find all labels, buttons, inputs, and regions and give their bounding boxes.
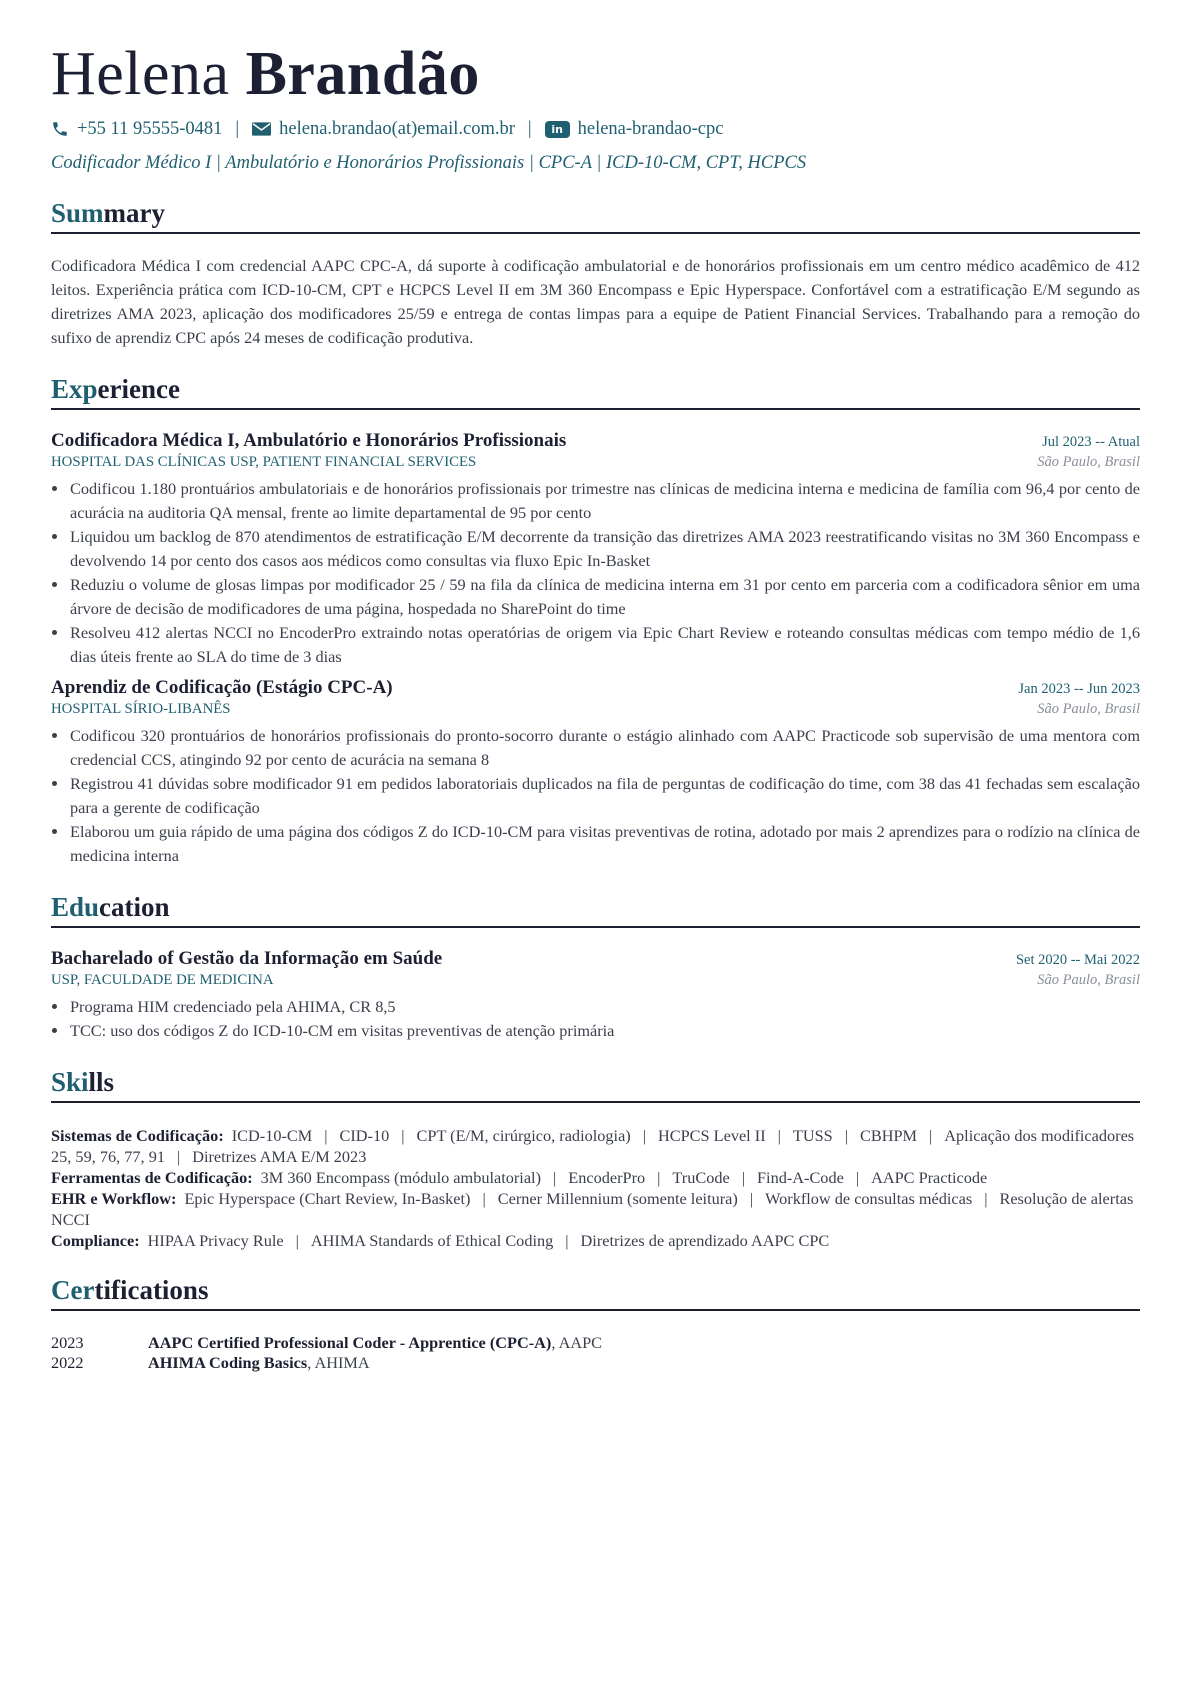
education-detail-item: • TCC: uso dos códigos Z do ICD-10-CM em visitas preventivas de atenção primária bbox=[69, 1019, 1140, 1043]
section-title-certifications bbox=[51, 1273, 1140, 1311]
skill-item: Aplicação dos modificadores 25, 59, 76, 77, 91 bbox=[51, 1126, 1135, 1166]
skill-item: Resolução de alertas NCCI bbox=[51, 1189, 1134, 1229]
tagline: Codificador Médico I | Ambulatório e Honorários Profissionais | CPC-A | ICD-10-CM, CPT, HCPCS bbox=[51, 153, 807, 173]
skill-separator: | bbox=[295, 1231, 299, 1250]
skill-separator: | bbox=[401, 1126, 405, 1145]
first-name: Helena bbox=[51, 40, 230, 108]
skill-separator: | bbox=[176, 1147, 181, 1166]
skill-item: Diretrizes AMA E/M 2023 bbox=[192, 1147, 367, 1166]
job-location: São Paulo, Brasil bbox=[1037, 454, 1140, 470]
skill-row bbox=[51, 1230, 1140, 1251]
education-section bbox=[51, 890, 1140, 1043]
skill-separator: | bbox=[642, 1126, 646, 1145]
certification-item bbox=[51, 1353, 1140, 1373]
section-title-accent: Ski bbox=[51, 1067, 89, 1097]
skill-item: CID-10 bbox=[339, 1126, 390, 1145]
summary-text: Codificadora Médica I com credencial AAPC CPC-A, dá suporte à codificação ambulatorial e de honorários profissionais em um centro médico acadêmico de 412 leitos. Experiência prática com ICD-10-CM, CPT e HCPCS Level II em 3M 360 Encompass e Epic Hyperspace. Confortável com a estratificação E/M segundo as diretrizes AMA 2023, aplicação dos modificadores 25/59 e entrega de contas limpas para a equipe de Patient Financial Services. Trabalhando para a remoção do sufixo de aprendiz CPC após 24 meses de codificação produtiva. bbox=[51, 256, 1140, 347]
employer: HOSPITAL SÍRIO-LIBANÊS bbox=[51, 701, 231, 717]
skill-separator: | bbox=[741, 1168, 745, 1187]
section-title-accent: Edu bbox=[51, 892, 100, 922]
skill-item: 3M 360 Encompass (módulo ambulatorial) bbox=[260, 1168, 542, 1187]
skill-category-label: Ferramentas de Codificação: bbox=[51, 1168, 253, 1187]
skill-item: EncoderPro bbox=[568, 1168, 646, 1187]
education-detail-item: • Programa HIM credenciado pela AHIMA, CR 8,5 bbox=[69, 995, 1140, 1019]
job-title: Codificadora Médica I, Ambulatório e Honorários Profissionais bbox=[51, 430, 567, 451]
skill-item: TUSS bbox=[792, 1126, 833, 1145]
skill-row bbox=[51, 1188, 1140, 1230]
summary-section bbox=[51, 196, 1140, 350]
certification-issuer: , AAPC bbox=[551, 1333, 603, 1352]
section-title-accent: Cer bbox=[51, 1275, 95, 1305]
job-location: São Paulo, Brasil bbox=[1037, 701, 1140, 717]
skill-item: Diretrizes de aprendizado AAPC CPC bbox=[580, 1231, 830, 1250]
section-title-experience bbox=[51, 372, 1140, 410]
section-title-rest: mary bbox=[103, 198, 166, 228]
certification-year: 2022 bbox=[51, 1353, 84, 1372]
section-title-rest: lls bbox=[88, 1067, 115, 1097]
skill-item: Find-A-Code bbox=[756, 1168, 844, 1187]
skill-item: AAPC Practicode bbox=[871, 1168, 988, 1187]
achievement-item: • Codificou 320 prontuários de honorários profissionais do pronto-socorro durante o estágio alinhado com AAPC Practicode sob supervisão de uma mentora com credencial CCS, atingindo 92 por cento de acurácia na semana 8 bbox=[69, 724, 1140, 772]
section-title-accent: Exp bbox=[51, 374, 98, 404]
skill-category-label: Compliance: bbox=[51, 1231, 140, 1250]
skill-item: CPT (E/M, cirúrgico, radiologia) bbox=[416, 1126, 631, 1145]
section-title-accent: Sum bbox=[51, 198, 104, 228]
skill-item: CBHPM bbox=[859, 1126, 917, 1145]
linkedin-contact[interactable] bbox=[545, 119, 724, 140]
phone-text: +55 11 95555-0481 bbox=[77, 118, 223, 139]
skill-separator: | bbox=[844, 1126, 848, 1145]
skills-list bbox=[51, 1125, 1140, 1251]
education-entry bbox=[51, 948, 1140, 1043]
skill-row bbox=[51, 1125, 1140, 1167]
achievement-list bbox=[51, 477, 1140, 669]
contact-separator: | bbox=[235, 118, 240, 139]
contact-separator: | bbox=[527, 118, 532, 139]
section-title-summary bbox=[51, 196, 1140, 234]
skills-section bbox=[51, 1065, 1140, 1251]
skill-row bbox=[51, 1167, 1140, 1188]
email-text: helena.brandao(at)email.com.br bbox=[279, 118, 515, 139]
experience-section bbox=[51, 372, 1140, 868]
section-title-rest: tifications bbox=[94, 1275, 209, 1305]
education-dates: Set 2020 -- Mai 2022 bbox=[1015, 952, 1140, 968]
skill-separator: | bbox=[565, 1231, 569, 1250]
linkedin-text: helena-brandao-cpc bbox=[577, 118, 724, 139]
skill-item: Workflow de consultas médicas bbox=[765, 1189, 973, 1208]
skill-item: HCPCS Level II bbox=[657, 1126, 766, 1145]
achievement-item: • Liquidou um backlog de 870 atendimentos de estratificação E/M decorrente da transição das diretrizes AMA 2023 reestratificando visitas no 3M 360 Encompass e devolvendo 14 por cento dos casos aos médicos como consultas via fluxo Epic In-Basket bbox=[69, 525, 1140, 573]
phone-icon bbox=[51, 120, 69, 138]
experience-entry bbox=[51, 430, 1140, 669]
skill-item: TruCode bbox=[672, 1168, 730, 1187]
skill-item: ICD-10-CM bbox=[231, 1126, 313, 1145]
certification-item bbox=[51, 1333, 1140, 1353]
certification-year: 2023 bbox=[51, 1333, 84, 1352]
achievement-item: • Resolveu 412 alertas NCCI no EncoderPro extraindo notas operatórias de origem via Epic Chart Review e roteando consultas médicas com tempo médio de 1,6 dias úteis frente ao SLA do time de 3 dias bbox=[69, 621, 1140, 669]
skill-item: Epic Hyperspace (Chart Review, In-Basket) bbox=[184, 1189, 471, 1208]
job-dates: Jan 2023 -- Jun 2023 bbox=[1018, 681, 1140, 697]
skill-item: HIPAA Privacy Rule bbox=[147, 1231, 284, 1250]
certification-list bbox=[51, 1333, 1140, 1373]
last-name: Brandão bbox=[245, 40, 480, 108]
institution: USP, FACULDADE DE MEDICINA bbox=[51, 972, 274, 988]
certification-name: AAPC Certified Professional Coder - Apprentice (CPC-A) bbox=[148, 1333, 552, 1352]
envelope-icon bbox=[252, 122, 271, 136]
linkedin-icon: in bbox=[545, 121, 570, 138]
section-title-rest: erience bbox=[97, 374, 180, 404]
section-title-rest: cation bbox=[99, 892, 170, 922]
achievement-item: • Elaborou um guia rápido de uma página dos códigos Z do ICD-10-CM para visitas preventivas de rotina, adotado por mais 2 aprendizes para o rodízio na clínica de medicina interna bbox=[69, 820, 1140, 868]
education-details bbox=[51, 995, 1140, 1043]
achievement-item: • Codificou 1.180 prontuários ambulatoriais e de honorários profissionais por trimestre nas clínicas de medicina interna e medicina de família com 96,4 por cento de acurácia na auditoria QA mensal, frente ao limite departamental de 95 por cento bbox=[69, 477, 1140, 525]
skill-separator: | bbox=[553, 1168, 557, 1187]
skill-separator: | bbox=[749, 1189, 754, 1208]
skill-separator: | bbox=[324, 1126, 328, 1145]
skill-separator: | bbox=[984, 1189, 988, 1208]
skill-separator: | bbox=[777, 1126, 781, 1145]
experience-entry bbox=[51, 677, 1140, 868]
certifications-section bbox=[51, 1273, 1140, 1373]
section-title-skills bbox=[51, 1065, 1140, 1103]
skill-separator: | bbox=[929, 1126, 933, 1145]
email-contact[interactable] bbox=[252, 119, 515, 140]
skill-category-label: EHR e Workflow: bbox=[51, 1189, 177, 1208]
achievement-item: • Reduziu o volume de glosas limpas por modificador 25 / 59 na fila da clínica de medicina interna em 31 por cento em parceria com a codificadora sênior em uma árvore de decisão de modificadores de uma página, hospedada no SharePoint do time bbox=[69, 573, 1140, 621]
section-title-education bbox=[51, 890, 1140, 928]
employer: HOSPITAL DAS CLÍNICAS USP, PATIENT FINANCIAL SERVICES bbox=[51, 454, 477, 470]
job-dates: Jul 2023 -- Atual bbox=[1042, 434, 1140, 450]
degree-title: Bacharelado of Gestão da Informação em Saúde bbox=[51, 948, 443, 969]
skill-category-label: Sistemas de Codificação: bbox=[51, 1126, 224, 1145]
skill-item: AHIMA Standards of Ethical Coding bbox=[310, 1231, 554, 1250]
skill-separator: | bbox=[855, 1168, 860, 1187]
achievement-item: • Registrou 41 dúvidas sobre modificador 91 em pedidos laboratoriais duplicados na fila de perguntas de codificação do time, com 38 das 41 fechadas sem escalação para a gerente de codificação bbox=[69, 772, 1140, 820]
contact-bar bbox=[51, 116, 1140, 142]
job-title: Aprendiz de Codificação (Estágio CPC-A) bbox=[51, 677, 393, 698]
phone-contact[interactable] bbox=[51, 119, 222, 140]
certification-name: AHIMA Coding Basics bbox=[148, 1353, 308, 1372]
skill-separator: | bbox=[657, 1168, 661, 1187]
certification-issuer: , AHIMA bbox=[307, 1353, 370, 1372]
education-location: São Paulo, Brasil bbox=[1037, 972, 1140, 988]
skill-item: Cerner Millennium (somente leitura) bbox=[497, 1189, 738, 1208]
candidate-name bbox=[51, 38, 1140, 110]
achievement-list bbox=[51, 724, 1140, 868]
skill-separator: | bbox=[482, 1189, 486, 1208]
